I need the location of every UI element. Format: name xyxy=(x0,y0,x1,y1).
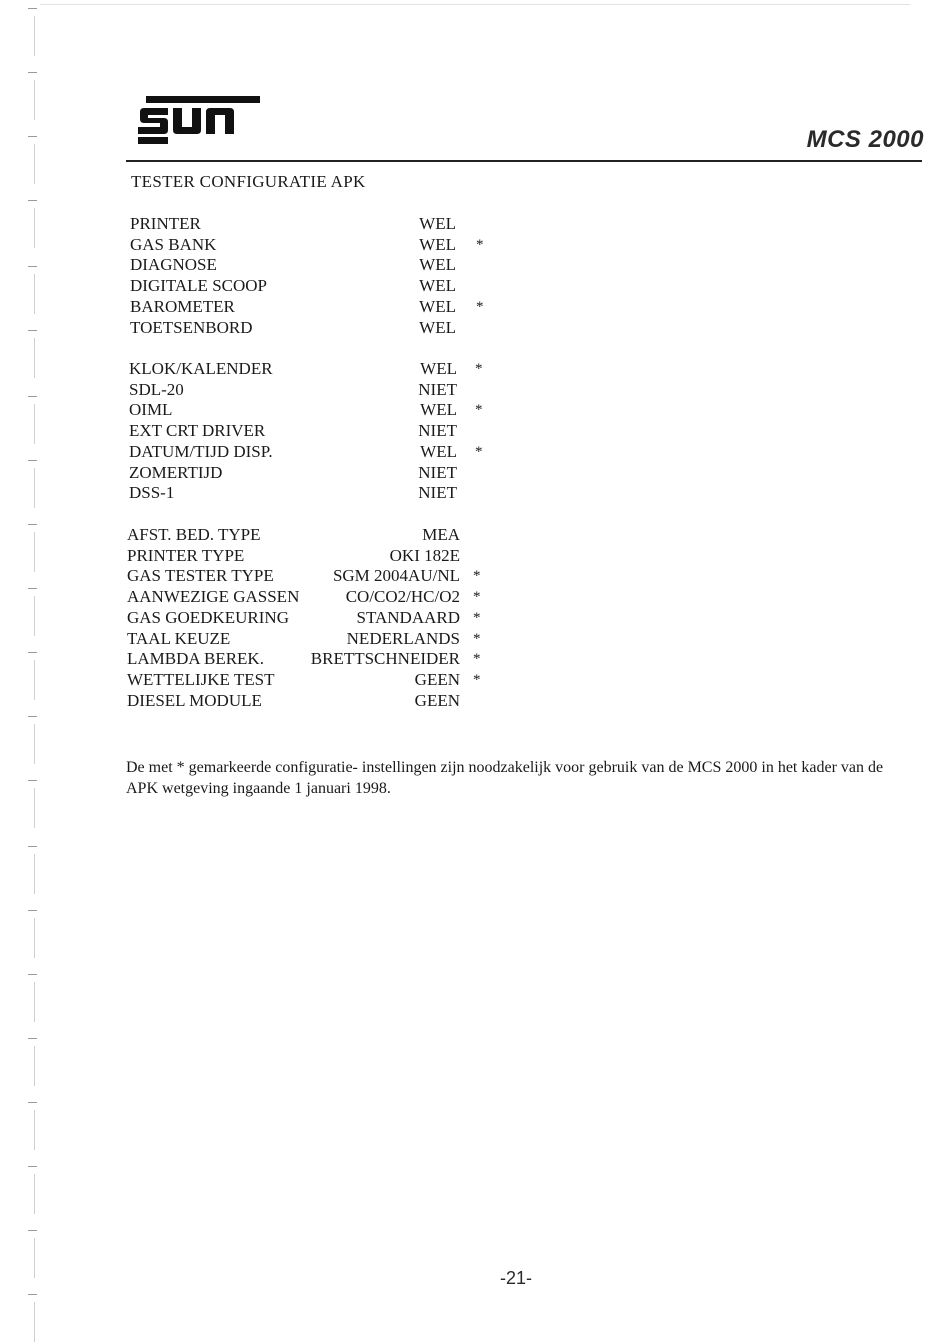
config-row xyxy=(130,297,510,317)
binder-tick xyxy=(28,910,37,911)
config-row xyxy=(127,546,507,566)
config-row xyxy=(129,359,509,379)
binder-edge xyxy=(34,918,35,958)
top-scan-edge xyxy=(40,4,910,5)
binder-tick xyxy=(28,1102,37,1103)
binder-edge xyxy=(34,532,35,572)
required-marker: * xyxy=(473,568,481,585)
config-value: OKI 182E xyxy=(389,545,460,565)
binder-tick xyxy=(28,396,37,397)
binder-edge xyxy=(34,660,35,700)
binder-tick xyxy=(28,780,37,781)
binder-tick xyxy=(28,330,37,331)
config-value: WEL xyxy=(420,441,457,461)
config-label: WETTELIJKE TEST xyxy=(127,669,275,689)
config-label: TOETSENBORD xyxy=(130,317,253,337)
binder-edge xyxy=(34,468,35,508)
binder-edge xyxy=(34,274,35,314)
required-marker: * xyxy=(473,609,481,626)
required-marker: * xyxy=(473,589,481,606)
config-label: ZOMERTIJD xyxy=(129,462,223,482)
config-label: GAS BANK xyxy=(130,234,217,254)
required-marker: * xyxy=(476,236,484,253)
config-row xyxy=(129,483,509,503)
config-row xyxy=(129,442,509,462)
config-label: SDL-20 xyxy=(129,379,184,399)
binder-tick xyxy=(28,136,37,137)
config-value: STANDAARD xyxy=(356,607,460,627)
binder-tick xyxy=(28,974,37,975)
required-marker: * xyxy=(476,298,484,315)
config-label: DIAGNOSE xyxy=(130,255,217,275)
config-value: NIET xyxy=(418,483,457,503)
header-rule xyxy=(126,160,922,162)
binder-edge xyxy=(34,596,35,636)
binder-edge xyxy=(34,16,35,56)
required-marker: * xyxy=(475,443,483,460)
config-label: KLOK/KALENDER xyxy=(129,359,273,378)
config-value: WEL xyxy=(419,234,456,254)
config-label: BAROMETER xyxy=(130,296,235,316)
config-value: WEL xyxy=(419,214,456,233)
binder-tick xyxy=(28,200,37,201)
binder-tick xyxy=(28,846,37,847)
config-row xyxy=(127,566,507,586)
required-marker: * xyxy=(473,671,481,688)
config-label: AFST. BED. TYPE xyxy=(127,525,261,544)
binder-tick xyxy=(28,1294,37,1295)
config-row xyxy=(127,608,507,628)
binder-edge xyxy=(34,724,35,764)
config-row xyxy=(130,255,510,275)
config-label: GAS GOEDKEURING xyxy=(127,607,289,627)
config-label: LAMBDA BEREK. xyxy=(127,649,264,669)
config-row xyxy=(129,380,509,400)
config-value: WEL xyxy=(419,276,456,296)
product-name: MCS 2000 xyxy=(806,126,924,153)
page-title: TESTER CONFIGURATIE APK xyxy=(131,172,366,191)
required-marker: * xyxy=(473,651,481,668)
binder-margin xyxy=(0,0,40,1344)
config-row xyxy=(129,400,509,420)
binder-edge xyxy=(34,404,35,444)
config-label: PRINTER TYPE xyxy=(127,545,245,565)
binder-edge xyxy=(34,1238,35,1278)
config-value: WEL xyxy=(419,317,456,337)
binder-tick xyxy=(28,1230,37,1231)
binder-tick xyxy=(28,1166,37,1167)
config-row xyxy=(129,421,509,441)
binder-edge xyxy=(34,80,35,120)
binder-edge xyxy=(34,1110,35,1150)
config-row xyxy=(127,670,507,690)
config-label: DIGITALE SCOOP xyxy=(130,276,267,296)
config-label: GAS TESTER TYPE xyxy=(127,566,274,586)
binder-tick xyxy=(28,266,37,267)
config-row xyxy=(127,629,507,649)
config-value: GEEN xyxy=(414,669,460,689)
binder-tick xyxy=(28,524,37,525)
config-label: DSS-1 xyxy=(129,483,175,503)
config-value: BRETTSCHNEIDER xyxy=(310,649,460,669)
binder-tick xyxy=(28,8,37,9)
config-row xyxy=(129,463,509,483)
footnote: De met * gemarkeerde configuratie- instellingen zijn noodzakelijk voor gebruik van de MCS 2000 in het kader van de APK wetgeving ingaande 1 januari 1998. xyxy=(126,759,884,797)
required-marker: * xyxy=(473,630,481,647)
binder-edge xyxy=(34,854,35,894)
binder-edge xyxy=(34,144,35,184)
binder-edge xyxy=(34,788,35,828)
config-value: CO/CO2/HC/O2 xyxy=(345,587,460,607)
config-row xyxy=(130,214,510,234)
config-label: PRINTER xyxy=(130,214,201,233)
config-label: TAAL KEUZE xyxy=(127,628,231,648)
config-value: WEL xyxy=(420,400,457,420)
binder-tick xyxy=(28,1038,37,1039)
config-value: WEL xyxy=(419,296,456,316)
config-value: WEL xyxy=(419,255,456,275)
config-row xyxy=(127,649,507,669)
binder-edge xyxy=(34,1046,35,1086)
binder-tick xyxy=(28,72,37,73)
config-value: SGM 2004AU/NL xyxy=(332,566,460,586)
binder-tick xyxy=(28,588,37,589)
page-number: -21- xyxy=(500,1268,533,1288)
config-value: NIET xyxy=(418,462,457,482)
binder-edge xyxy=(34,338,35,378)
config-label: EXT CRT DRIVER xyxy=(129,421,266,441)
config-value: NIET xyxy=(418,421,457,441)
binder-tick xyxy=(28,652,37,653)
sun-logo xyxy=(138,96,260,144)
binder-tick xyxy=(28,716,37,717)
binder-edge xyxy=(34,1174,35,1214)
config-value: MEA xyxy=(422,525,460,544)
config-row xyxy=(130,235,510,255)
required-marker: * xyxy=(475,361,483,377)
config-row xyxy=(127,587,507,607)
required-marker: * xyxy=(475,402,483,419)
binder-edge xyxy=(34,208,35,248)
config-value: WEL xyxy=(420,359,457,378)
config-value: GEEN xyxy=(414,690,460,710)
config-label: DIESEL MODULE xyxy=(127,690,262,710)
config-row xyxy=(127,691,507,711)
config-label: AANWEZIGE GASSEN xyxy=(127,587,300,607)
config-row xyxy=(130,276,510,296)
config-value: NIET xyxy=(418,379,457,399)
config-label: DATUM/TIJD DISP. xyxy=(129,441,273,461)
config-row xyxy=(130,318,510,338)
binder-tick xyxy=(28,460,37,461)
config-value: NEDERLANDS xyxy=(346,628,460,648)
config-row xyxy=(127,525,507,545)
binder-edge xyxy=(34,1302,35,1342)
config-label: OIML xyxy=(129,400,173,420)
binder-edge xyxy=(34,982,35,1022)
